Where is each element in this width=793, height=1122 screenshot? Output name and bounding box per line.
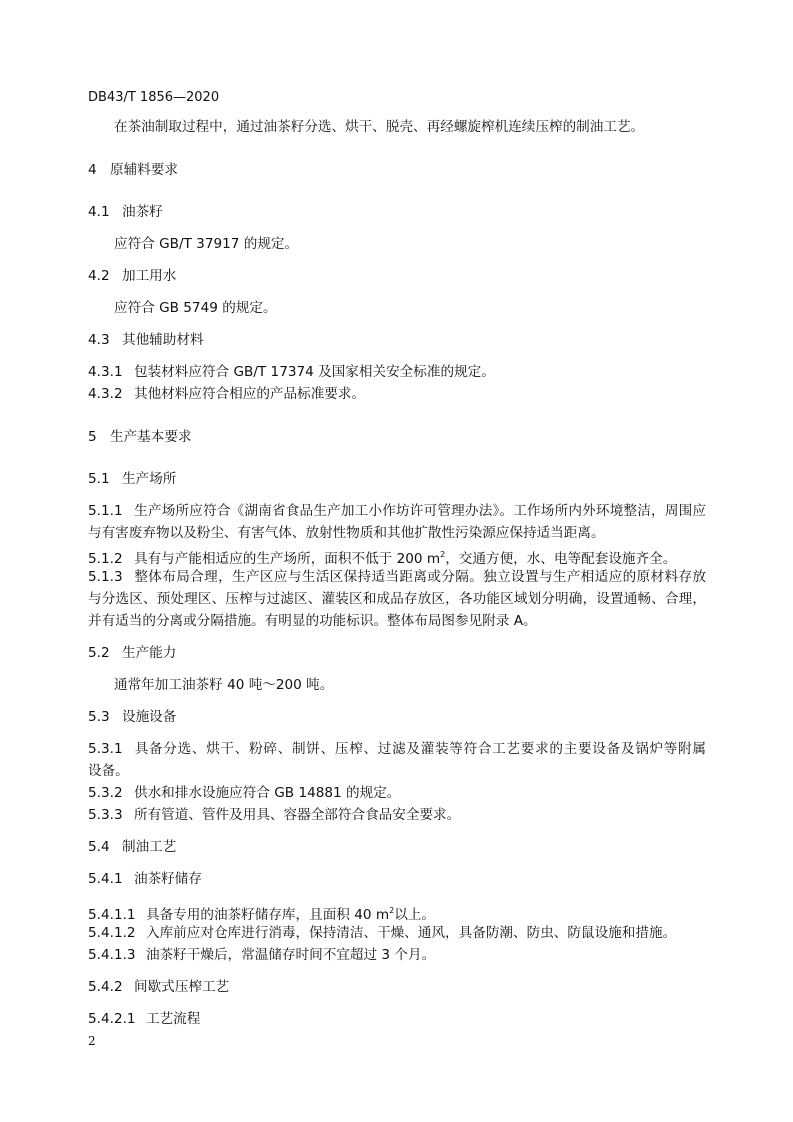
section-5-1-heading	[88, 470, 176, 488]
section-title: 工艺流程	[146, 1011, 201, 1027]
section-4-1-body: 应符合 GB/T 37917 的规定。	[114, 236, 299, 252]
intro-paragraph: 在茶油制取过程中，通过油茶籽分选、烘干、脱壳、再经螺旋榨机连续压榨的制油工艺。	[114, 119, 645, 135]
section-title: 制油工艺	[122, 839, 177, 855]
clause-number: 4.3.1	[88, 364, 123, 380]
clause-5-1-1-cont: 与有害废弃物以及粉尘、有害气体、放射性物质和其他扩散性污染源应保持适当距离。	[88, 525, 605, 541]
section-number: 5.3	[88, 709, 110, 725]
clause-number: 5.4.1.3	[88, 947, 136, 963]
clause-4-3-1	[88, 363, 495, 381]
clause-5-4-1-2	[88, 924, 676, 942]
section-title: 设施设备	[122, 709, 177, 725]
section-title: 加工用水	[122, 268, 177, 284]
section-title: 生产基本要求	[110, 429, 192, 445]
section-number: 5.1	[88, 471, 110, 487]
clause-5-3-1	[88, 740, 706, 758]
superscript: 2	[440, 550, 446, 559]
section-title: 其他辅助材料	[122, 332, 204, 348]
clause-number: 5.1.1	[88, 503, 123, 519]
clause-number: 5.4.1.1	[88, 907, 136, 923]
clause-number: 4.3.2	[88, 386, 123, 402]
section-4-3-heading	[88, 331, 204, 349]
clause-text: 所有管道、管件及用具、容器全部符合食品安全要求。	[134, 807, 461, 823]
clause-5-3-2	[88, 784, 400, 802]
section-number: 5.4.2.1	[88, 1011, 136, 1027]
section-title: 油茶籽	[122, 204, 163, 220]
clause-5-1-1	[88, 502, 706, 520]
clause-text: 供水和排水设施应符合 GB 14881 的规定。	[134, 785, 401, 801]
clause-text: 入库前应对仓库进行消毒，保持清洁、干燥、通风，具备防潮、防虫、防鼠设施和措施。	[146, 925, 677, 941]
section-5-4-2-1-heading	[88, 1010, 200, 1028]
section-title: 生产场所	[122, 471, 177, 487]
clause-text: 生产场所应符合《湖南省食品生产加工小作坊许可管理办法》。工作场所内外环境整洁，周围应	[134, 503, 706, 519]
section-5-4-1-heading	[88, 870, 202, 888]
clause-number: 5.4.1.2	[88, 925, 136, 941]
section-title: 间歇式压榨工艺	[134, 979, 230, 995]
section-4-2-heading	[88, 267, 176, 285]
clause-4-3-2	[88, 385, 365, 403]
section-5-2-body: 通常年加工油茶籽 40 吨～200 吨。	[114, 677, 334, 693]
clause-text: 具备分选、烘干、粉碎、制饼、压榨、过滤及灌装等符合工艺要求的主要设备及锅炉等附属	[134, 741, 706, 757]
clause-text: 油茶籽干燥后，常温储存时间不宜超过 3 个月。	[146, 947, 436, 963]
clause-text: 整体布局合理，生产区应与生活区保持适当距离或分隔。独立设置与生产相适应的原材料存放	[134, 569, 706, 585]
clause-5-3-3	[88, 806, 460, 824]
section-5-3-heading	[88, 708, 176, 726]
section-number: 5.4.2	[88, 979, 123, 995]
clause-5-3-1-cont: 设备。	[88, 763, 129, 779]
clause-number: 5.1.2	[88, 551, 123, 567]
clause-5-1-3-cont: 与分选区、预处理区、压榨与过滤区、灌装区和成品存放区，各功能区域划分明确，设置通畅、合理，	[88, 591, 706, 607]
clause-text: 以上。	[394, 907, 435, 923]
section-number: 4	[88, 162, 97, 178]
section-title: 原辅料要求	[110, 162, 178, 178]
section-number: 5	[88, 429, 97, 445]
clause-number: 5.3.3	[88, 807, 123, 823]
section-number: 4.2	[88, 268, 110, 284]
document-code-header: DB43/T 1856—2020	[88, 90, 220, 105]
clause-number: 5.3.1	[88, 741, 123, 757]
clause-5-1-2	[88, 546, 676, 568]
section-5-heading	[88, 428, 192, 446]
clause-5-1-3	[88, 568, 706, 586]
section-number: 5.4	[88, 839, 110, 855]
section-5-4-2-heading	[88, 978, 229, 996]
clause-number: 5.1.3	[88, 569, 123, 585]
section-title: 生产能力	[122, 645, 177, 661]
clause-number: 5.3.2	[88, 785, 123, 801]
section-number: 4.3	[88, 332, 110, 348]
section-5-4-heading	[88, 838, 176, 856]
clause-text: 包装材料应符合 GB/T 17374 及国家相关安全标准的规定。	[134, 364, 495, 380]
section-number: 4.1	[88, 204, 110, 220]
section-number: 5.2	[88, 645, 110, 661]
clause-5-4-1-1	[88, 902, 435, 924]
section-4-1-heading	[88, 203, 163, 221]
section-5-2-heading	[88, 644, 176, 662]
clause-text: 其他材料应符合相应的产品标准要求。	[134, 386, 366, 402]
section-4-heading	[88, 161, 178, 179]
clause-text: ，交通方便，水、电等配套设施齐全。	[445, 551, 677, 567]
clause-text: 具有与产能相适应的生产场所，面积不低于 200 m	[134, 551, 441, 567]
section-title: 油茶籽储存	[134, 871, 202, 887]
section-number: 5.4.1	[88, 871, 123, 887]
clause-text: 具备专用的油茶籽储存库，且面积 40 m	[146, 907, 390, 923]
superscript: 2	[389, 906, 395, 915]
clause-5-1-3-cont: 并有适当的分离或分隔措施。有明显的功能标识。整体布局图参见附录 A。	[88, 613, 537, 629]
section-4-2-body: 应符合 GB 5749 的规定。	[114, 300, 277, 316]
clause-5-4-1-3	[88, 946, 435, 964]
page-number: 2	[88, 1034, 96, 1048]
